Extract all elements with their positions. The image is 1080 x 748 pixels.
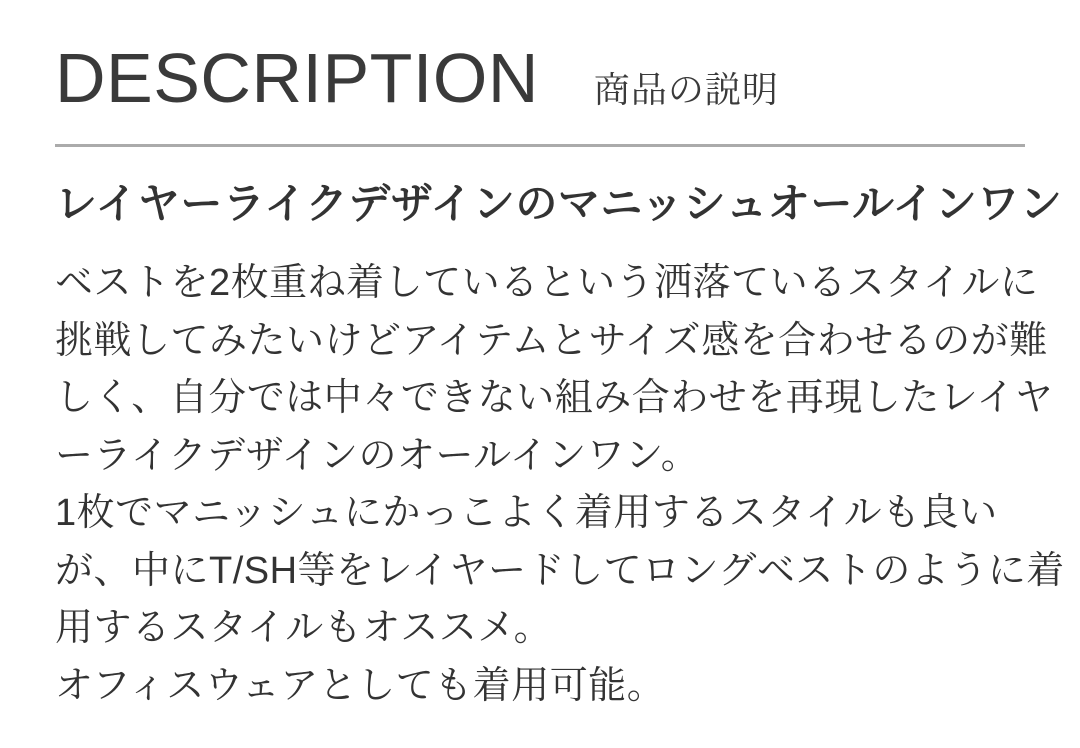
description-line: しく、自分では中々できない組み合わせを再現したレイヤ — [55, 377, 1054, 420]
description-heading: レイヤーライクデザインのマニッシュオールインワン — [55, 180, 1063, 227]
section-divider — [55, 144, 1025, 147]
description-line: 挑戦してみたいけどアイテムとサイズ感を合わせるのが難 — [55, 319, 1048, 362]
description-body — [55, 255, 1065, 715]
section-title-english: DESCRIPTION — [55, 39, 539, 117]
description-line: ーライクデザインのオールインワン。 — [55, 434, 700, 477]
description-line: オフィスウェアとしても着用可能。 — [55, 664, 666, 707]
description-line: 1枚でマニッシュにかっこよく着用するスタイルも良い — [55, 492, 998, 535]
description-line: 用するスタイルもオススメ。 — [55, 607, 553, 650]
description-line: が、中にT/SH等をレイヤードしてロングベストのように着 — [55, 549, 1065, 592]
description-line: ベストを2枚重ね着しているという洒落ているスタイルに — [55, 262, 1039, 305]
section-header — [55, 39, 1025, 117]
section-title-japanese: 商品の説明 — [593, 69, 779, 110]
